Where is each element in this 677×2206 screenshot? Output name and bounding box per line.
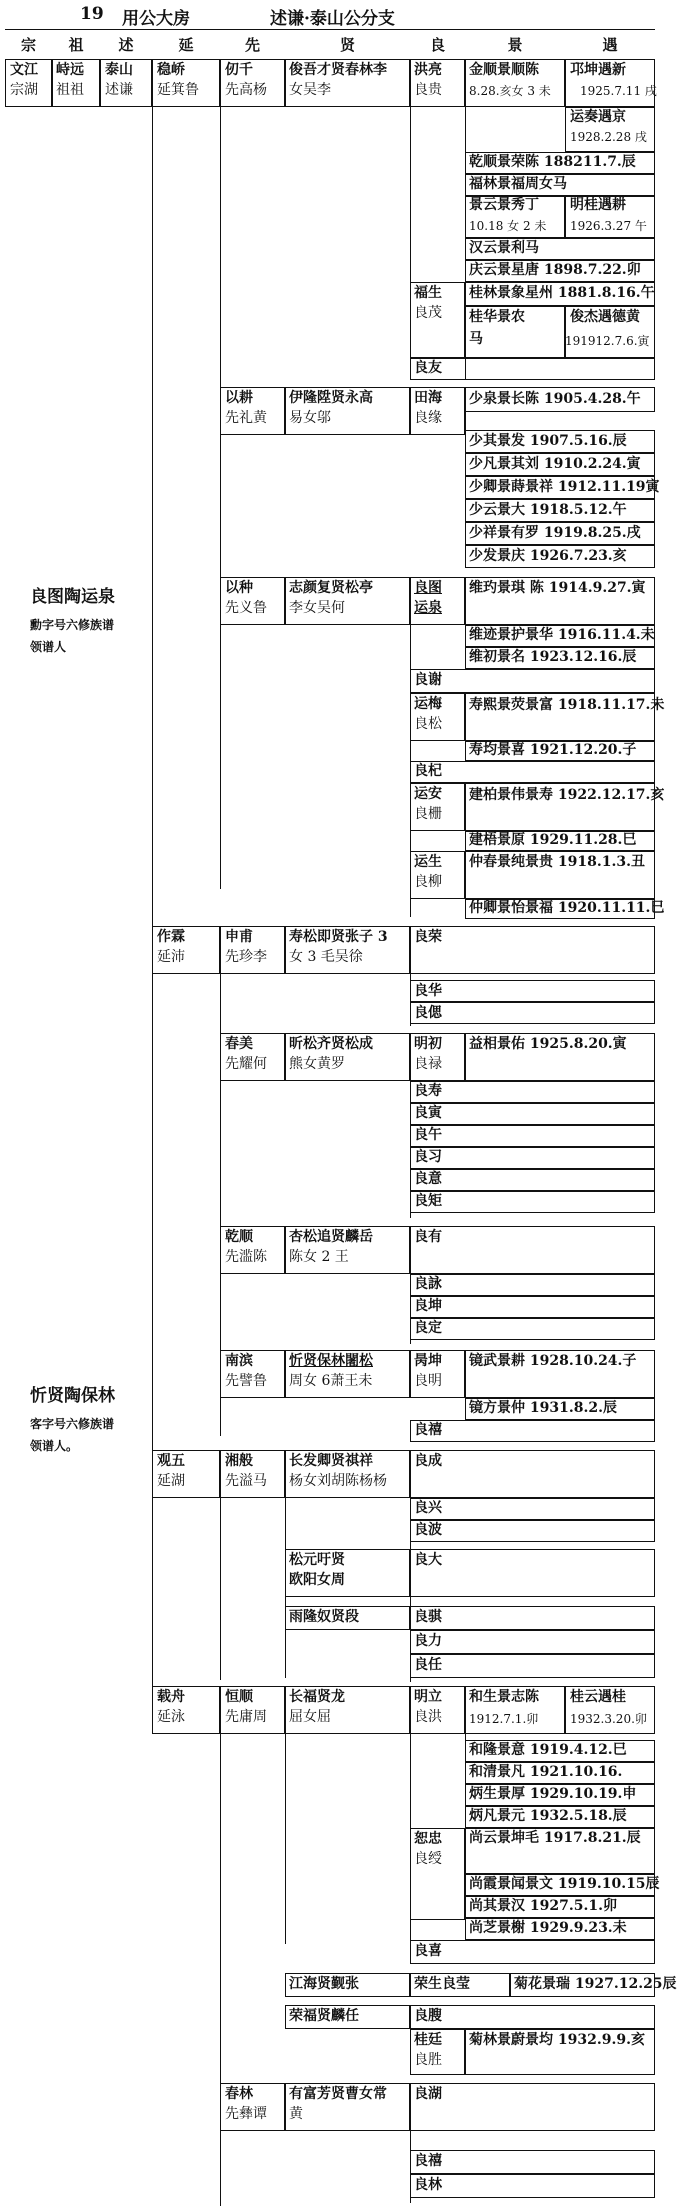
gen-yigeng: 先礼黄 [225,410,267,426]
jing-3b: 10.18 女 2 未 [469,219,547,233]
gen-qiyuan: 祖祖 [56,82,84,98]
jing-4: 汉云景利马 [469,240,539,256]
name-liangrong: 良荣 [414,929,442,945]
name-zaizhou: 载舟 [157,1689,185,1705]
note-1-line1: 勳字号六修族谱 [30,618,115,632]
xian-r11: 长福贤龙 [289,1689,345,1705]
gen-qianshun: 先滥陈 [225,1249,267,1265]
name-xuzhong: 恕忠 [414,1831,442,1847]
gen-zaizhou: 延泳 [157,1709,185,1725]
name-rengan: 仞千 [225,62,253,78]
cell-liangyou [410,358,655,380]
name-yigeng: 以耕 [225,390,253,406]
note-2-line2: 领谱人。 [30,1439,79,1453]
gen-hongliang: 良贵 [414,82,442,98]
gen-fusheng: 良茂 [414,305,442,321]
gen-nanbin: 先譬鲁 [225,1373,267,1389]
name-liangyou2: 良有 [414,1229,442,1245]
gen-hengshun: 先庸周 [225,1709,267,1725]
name-fusheng: 福生 [414,285,442,301]
jing-33: 尚霞景闻景文 1919.10.15辰 [469,1876,660,1892]
name-wenjiang: 文江 [10,62,38,78]
jing-27: 和生景志陈 [469,1689,539,1705]
xian-r6b: 陈女 2 王 [289,1249,349,1265]
cell-liangju [410,1191,655,1213]
gen-yunsheng: 良柳 [414,874,442,890]
name-yunquan: 运泉 [414,600,442,616]
name-liangqi: 良杞 [414,763,442,779]
gen-zuolin: 延沛 [157,949,185,965]
sub-title: 述谦·泰山公分支 [270,9,395,29]
xian-r5: 昕松齐贤松成 [289,1036,373,1052]
name-hongliang: 洪亮 [414,62,442,78]
cell-lianglin [410,2174,655,2198]
note-block-1 [30,586,115,658]
name-tianhai: 田海 [414,390,442,406]
jing-12: 少云景大 1918.5.12.午 [469,502,627,518]
cell-liangrong [410,926,655,974]
name-mingchu: 明初 [414,1036,442,1052]
cell-lianghua [410,980,655,1002]
cell-liangda [410,1549,655,1597]
name-lianghu: 良湖 [414,2086,442,2102]
xian-r14b: 黄 [289,2106,303,2122]
name-liangji: 良习 [414,1149,442,1165]
name-lianghua: 良华 [414,983,442,999]
name-liangli: 良力 [414,1633,442,1649]
cell-liangyou2 [410,1226,655,1274]
name-liangshou: 良寿 [414,1083,442,1099]
name-liangyin: 良寅 [414,1105,442,1121]
gen-rengan: 先高杨 [225,82,267,98]
name-wenqiao: 稳峤 [157,62,185,78]
name-shenfu: 申甫 [225,929,253,945]
note-2-title: 忻贤陶保林 [30,1386,115,1406]
note-block-2 [30,1385,115,1457]
gen-xuzhong: 良绶 [414,1851,442,1867]
name-yunan: 运安 [414,786,442,802]
gen-wenjiang: 宗湖 [10,82,38,98]
xian-r9: 松元吁贤 [289,1552,345,1568]
jing-15: 维玓景琪 陈 1914.9.27.寅 [469,580,646,596]
jing-37: 菊林景蔚景均 1932.9.9.亥 [469,2032,645,2048]
jing-6: 桂林景象星州 1881.8.16.午 [469,285,655,301]
jing-29: 和清景凡 1921.10.16. [469,1764,623,1780]
cell-liangli [410,1630,655,1654]
xian-r9b: 欧阳女周 [289,1572,345,1588]
jing-7: 桂华景农 [469,309,525,325]
gen-mingli: 良洪 [414,1709,442,1725]
name-lianggu: 良图 [414,580,442,596]
cell-liangshou [410,1081,655,1103]
col-zong: 宗 [20,35,36,54]
name-liangxi3: 良禧 [414,2153,442,2169]
jing-32: 尚云景坤毛 1917.8.21.辰 [469,1830,641,1846]
cell-liangqi2 [410,1606,655,1630]
cell-liangyong [410,1274,655,1296]
gen-guiwang: 良胜 [414,2052,442,2068]
xian-r4: 寿松即贤张子 3 [289,929,388,945]
name-hengshun: 恒顺 [225,1689,253,1705]
cell-liangkai [410,1002,655,1024]
xian-r2: 伊隆陞贤永高 [289,390,373,406]
cell-liangkun [410,1296,655,1318]
branch-title: 用公大房 [122,9,190,29]
name-liangxie: 良谢 [414,672,442,688]
cell-liangxi3 [410,2150,655,2174]
cell-liangbo [410,1520,655,1542]
name-qianshun: 乾顺 [225,1229,253,1245]
xian-r11b: 屈女屈 [289,1709,331,1725]
name-liangyou: 良友 [414,360,442,376]
name-liangren: 良任 [414,1657,442,1673]
yu-2: 明桂遇耕 [570,197,626,213]
jing-25: 镜武景耕 1928.10.24.子 [469,1353,637,1369]
col-zu: 祖 [68,35,84,54]
jing-2: 福林景福周女马 [469,176,567,192]
cell-liangqi [410,761,655,783]
name-liangda: 良大 [414,1552,442,1568]
name-liangkun: 良坤 [414,1298,442,1314]
gen-kunkun: 良明 [414,1373,442,1389]
name-liangqi2: 良骐 [414,1609,442,1625]
gen-mingchu: 良禄 [414,1056,442,1072]
xian-r3b: 李女吴何 [289,600,345,616]
xian-r6: 杏松追贤麟岳 [289,1229,373,1245]
name-liangxi: 良禧 [414,1422,442,1438]
gen-chunmei: 先耀何 [225,1056,267,1072]
jing-1: 乾顺景荣陈 188211.7.辰 [469,154,636,170]
name-mingli: 明立 [414,1689,442,1705]
jing-35: 尚芝景榭 1929.9.23.未 [469,1920,627,1936]
xian-r10: 雨隆奴贤段 [289,1609,359,1625]
jing-13: 少祥景有罗 1919.8.25.戌 [469,525,641,541]
gen-yunmei: 良松 [414,716,442,732]
name-guanwu: 观五 [157,1453,185,1469]
xian-r7: 忻贤保林闍松 [289,1353,373,1369]
name-lianglin: 良林 [414,2177,442,2193]
cell-lianghu [410,2083,655,2131]
name-yunsheng: 运生 [414,854,442,870]
jing-16: 维迹景护景华 1916.11.4.未 [469,627,655,643]
gen-tianhai: 良缘 [414,410,442,426]
name-liangju: 良矩 [414,1193,442,1209]
gen-chunlin: 先彝谭 [225,2106,267,2122]
jing-17: 维初景名 1923.12.16.辰 [469,649,637,665]
col-liang: 良 [429,35,445,54]
name-liangkai: 良偲 [414,1005,442,1021]
yu-1: 运奏遇京 [570,109,626,125]
name-nanbin: 南滨 [225,1353,253,1369]
name-liangding: 良定 [414,1320,442,1336]
xian-r8: 长发卿贤祺祥 [289,1453,373,1469]
page-header [0,0,659,28]
yu-4: 桂云遇桂 [570,1689,626,1705]
name-liangyong: 良詠 [414,1276,442,1292]
name-liangyi: 良意 [414,1171,442,1187]
xian-r3: 志颜复贤松亭 [289,580,373,596]
xian-r1: 俊吾才贤春林李 [289,62,387,78]
gen-xiangban: 先溢马 [225,1473,267,1489]
xian-r13: 荣福贤麟任 [289,2008,359,2024]
note-1-title: 良图陶运泉 [30,587,115,607]
cell-liangxi [410,1420,655,1442]
jing-20: 建柏景伟景寿 1922.12.17.亥 [469,787,665,803]
col-jing: 景 [507,35,523,54]
jing-23: 仲卿景怡景福 1920.11.11.巳 [469,900,665,916]
yu-0: 邛坤遇新 [570,62,626,78]
name-chunmei: 春美 [225,1036,253,1052]
yu-3: 俊杰遇德黄 [570,309,640,325]
jing-0: 金顺景顺陈 [469,62,539,78]
jing-28: 和隆景意 1919.4.12.巳 [469,1742,627,1758]
gen-taishan: 述谦 [105,82,133,98]
gen-wenqiao: 延箕鲁 [157,82,199,98]
name-yizhong: 以种 [225,580,253,596]
cell-liangyin [410,1103,655,1125]
jing-30: 炳生景厚 1929.10.19.申 [469,1786,637,1802]
cell-liangcheng [410,1450,655,1498]
xian-r7b: 周女 6萧王未 [289,1373,373,1389]
name-kunkun: 昺坤 [414,1353,442,1369]
jing-21: 建梧景原 1929.11.28.巳 [469,832,637,848]
xian-r4b: 女 3 毛吴徐 [289,949,363,965]
name-taishan: 泰山 [105,62,133,78]
name-liangdu: 良膄 [414,2008,442,2024]
jing-9: 少其景发 1907.5.16.辰 [469,433,627,449]
col-xian: 先 [244,35,260,54]
jing-3: 景云景秀丁 [469,197,539,213]
jing-36: 菊花景瑞 1927.12.25辰 [514,1976,677,1992]
jing-14: 少发景庆 1926.7.23.亥 [469,548,627,564]
name-liangcheng: 良成 [414,1453,442,1469]
cell-liangding [410,1318,655,1340]
xian-r5b: 熊女黄罗 [289,1056,345,1072]
jing-24: 益相景佑 1925.8.20.寅 [469,1036,627,1052]
xian-r2b: 易女邬 [289,410,331,426]
gen-yizhong: 先义鲁 [225,600,267,616]
name-xiangban: 湘般 [225,1453,253,1469]
name-liangsheng: 荣生良莹 [414,1976,470,1992]
name-guiwang: 桂廷 [414,2032,442,2048]
jing-27b: 1912.7.1.卯 [469,1712,539,1726]
cell-liangdu [410,2005,655,2029]
col-xian2: 贤 [339,35,355,54]
name-liangwu: 良午 [414,1127,442,1143]
cell-liangyi [410,1169,655,1191]
jing-19: 寿均景喜 1921.12.20.子 [469,742,637,758]
col-yu: 遇 [602,35,618,54]
yu-2b: 1926.3.27 午 [570,219,647,233]
note-2-line1: 客字号六修族谱 [30,1417,115,1431]
col-yan: 延 [178,35,194,54]
yu-4b: 1932.3.20.卯 [570,1712,647,1726]
name-chunlin: 春林 [225,2086,253,2102]
gen-guanwu: 延湖 [157,1473,185,1489]
name-liangxi2: 良喜 [414,1943,442,1959]
jing-0b: 8.28.亥女 3 未 [469,84,551,98]
name-qiyuan: 峙远 [56,62,84,78]
jing-5: 庆云景星唐 1898.7.22.卯 [469,262,641,278]
cell-liangren [410,1654,655,1678]
name-zuolin: 作霖 [157,929,185,945]
name-liangxing: 良兴 [414,1500,442,1516]
jing-8: 少泉景长陈 1905.4.28.午 [469,391,641,407]
xian-r1b: 女吴李 [289,82,331,98]
cell-liangji [410,1147,655,1169]
name-liangbo: 良波 [414,1522,442,1538]
jing-31: 炳凡景元 1932.5.18.辰 [469,1808,627,1824]
note-1-line2: 领谱人 [30,640,67,654]
gen-shenfu: 先珍李 [225,949,267,965]
cell-liangxing [410,1498,655,1520]
yu-1b: 1928.2.28 戌 [570,130,647,144]
cell-liangxi2 [410,1940,655,1964]
xian-r8b: 杨女刘胡陈杨杨 [289,1473,387,1489]
col-shu: 述 [118,35,134,54]
cell-liangxie [410,669,655,693]
jing-34: 尚其景汉 1927.5.1.卯 [469,1898,617,1914]
jing-10: 少凡景其刘 1910.2.24.寅 [469,456,641,472]
gen-yunan: 良栅 [414,806,442,822]
jing-26: 镜方景仲 1931.8.2.辰 [469,1400,617,1416]
jing-18: 寿熙景荧景富 1918.11.17.未 [469,697,665,713]
page-number: 19 [80,4,104,24]
yu-0b: 1925.7.11 戌 [580,84,657,98]
xian-r14: 有富芳贤曹女常 [289,2086,387,2102]
yu-3b: 191912.7.6.寅 [565,334,650,348]
cell-liangwu [410,1125,655,1147]
jing-22: 仲春景纯景贵 1918.1.3.丑 [469,854,645,870]
name-yunmei: 运梅 [414,696,442,712]
jing-11: 少卿景蒔景祥 1912.11.19寅 [469,479,660,495]
xian-r12: 江海贤觐张 [289,1976,359,1992]
jing-7b: 马 [469,331,483,347]
